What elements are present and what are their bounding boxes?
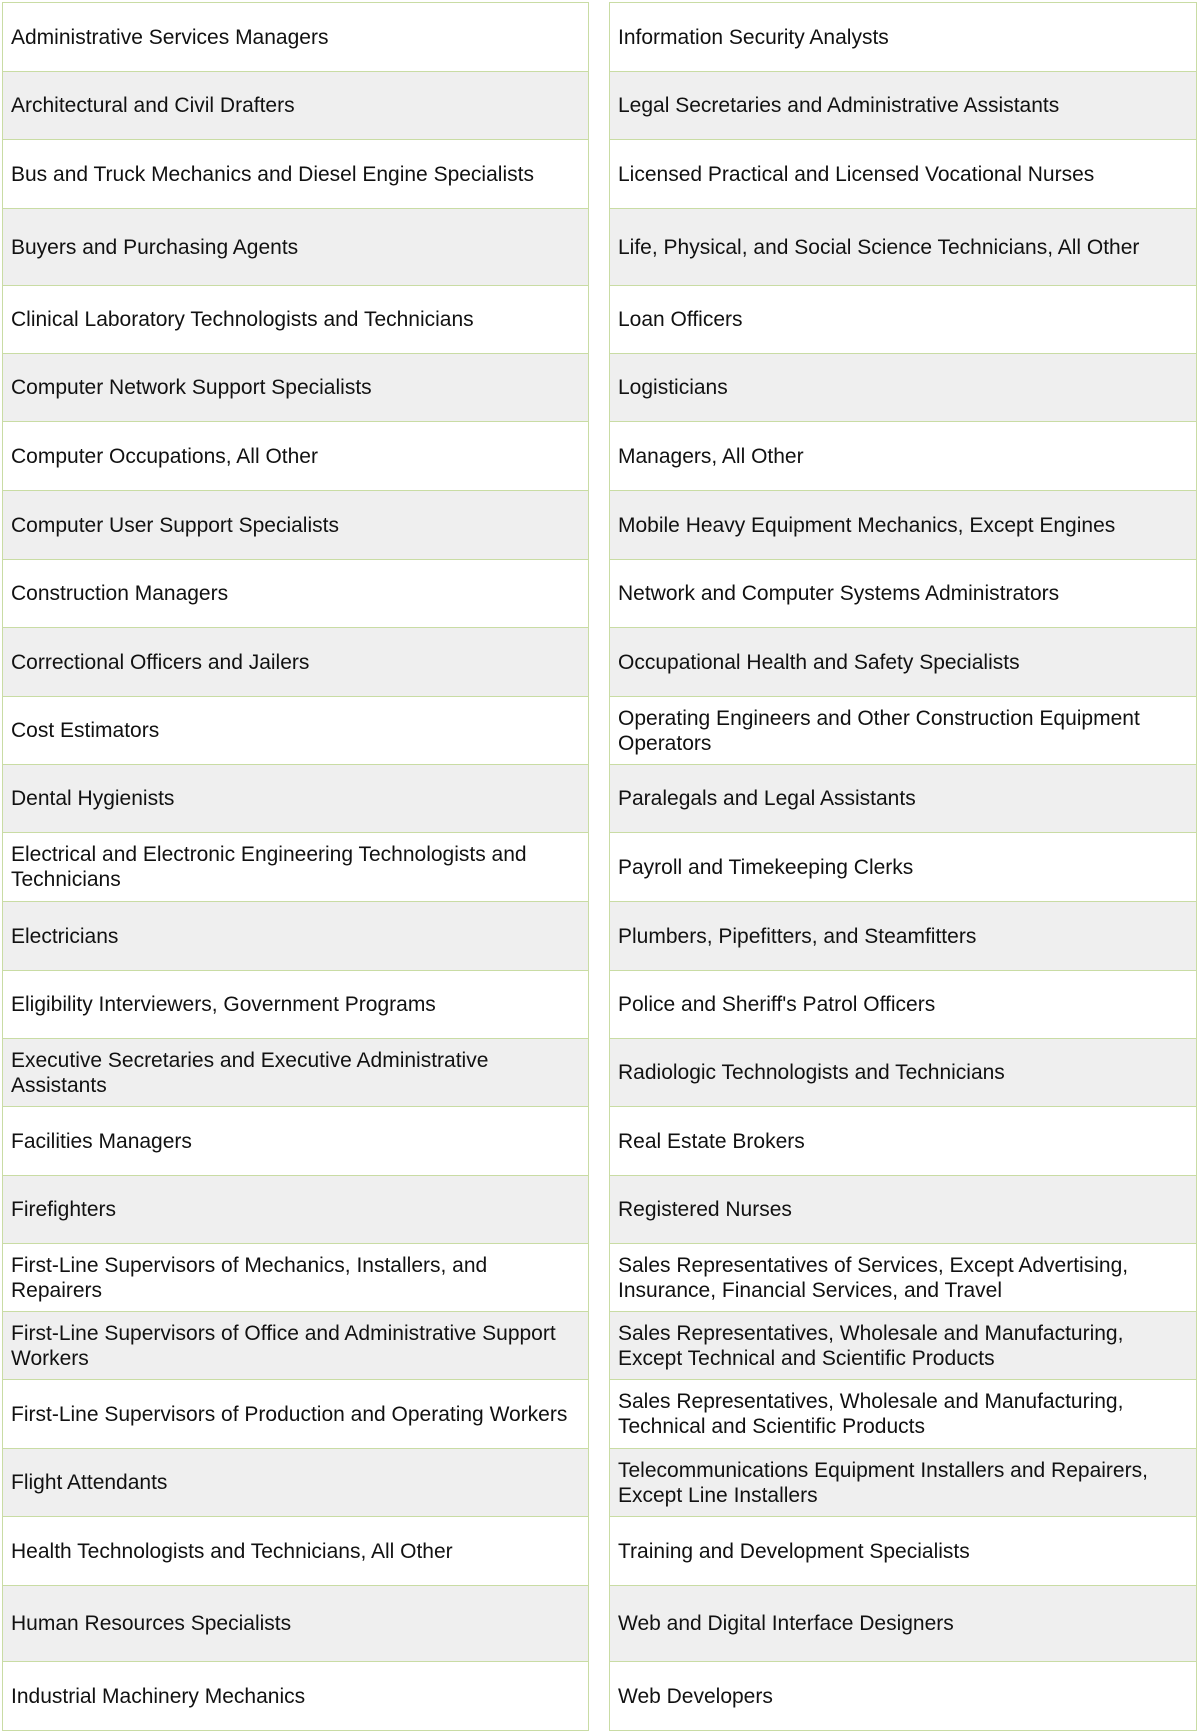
occupation-cell: Flight Attendants <box>2 1448 589 1517</box>
occupation-cell: Eligibility Interviewers, Government Programs <box>2 970 589 1039</box>
occupation-cell: Clinical Laboratory Technologists and Technicians <box>2 285 589 354</box>
occupation-cell: First-Line Supervisors of Office and Administrative Support Workers <box>2 1311 589 1380</box>
occupation-cell: Sales Representatives, Wholesale and Manufacturing, Except Technical and Scientific Products <box>609 1311 1197 1380</box>
occupation-cell: Health Technologists and Technicians, All Other <box>2 1516 589 1586</box>
occupation-cell: Paralegals and Legal Assistants <box>609 764 1197 833</box>
occupation-cell: Buyers and Purchasing Agents <box>2 208 589 286</box>
occupation-cell: Training and Development Specialists <box>609 1516 1197 1586</box>
occupation-cell: First-Line Supervisors of Production and Operating Workers <box>2 1379 589 1449</box>
occupation-cell: Construction Managers <box>2 559 589 628</box>
occupation-cell: Computer Occupations, All Other <box>2 421 589 491</box>
occupation-cell: Telecommunications Equipment Installers and Repairers, Except Line Installers <box>609 1448 1197 1517</box>
occupation-cell: Administrative Services Managers <box>2 2 589 72</box>
occupation-cell: Operating Engineers and Other Construction Equipment Operators <box>609 696 1197 765</box>
occupation-cell: Electricians <box>2 901 589 971</box>
occupation-cell: Executive Secretaries and Executive Administrative Assistants <box>2 1038 589 1107</box>
occupation-cell: Information Security Analysts <box>609 2 1197 72</box>
occupation-cell: Computer Network Support Specialists <box>2 353 589 422</box>
occupation-cell: Correctional Officers and Jailers <box>2 627 589 697</box>
occupation-cell: Computer User Support Specialists <box>2 490 589 560</box>
occupation-cell: Occupational Health and Safety Specialists <box>609 627 1197 697</box>
occupation-cell: Legal Secretaries and Administrative Assistants <box>609 71 1197 140</box>
occupation-cell: Architectural and Civil Drafters <box>2 71 589 140</box>
occupation-cell: Web Developers <box>609 1661 1197 1731</box>
occupation-cell: Radiologic Technologists and Technicians <box>609 1038 1197 1107</box>
occupation-cell: Mobile Heavy Equipment Mechanics, Except Engines <box>609 490 1197 560</box>
occupation-cell: Human Resources Specialists <box>2 1585 589 1662</box>
occupation-cell: Cost Estimators <box>2 696 589 765</box>
occupation-cell: Managers, All Other <box>609 421 1197 491</box>
occupation-cell: Licensed Practical and Licensed Vocational Nurses <box>609 139 1197 209</box>
occupation-cell: First-Line Supervisors of Mechanics, Installers, and Repairers <box>2 1243 589 1312</box>
occupation-cell: Industrial Machinery Mechanics <box>2 1661 589 1731</box>
occupation-cell: Dental Hygienists <box>2 764 589 833</box>
occupation-cell: Sales Representatives, Wholesale and Manufacturing, Technical and Scientific Products <box>609 1379 1197 1449</box>
occupation-cell: Electrical and Electronic Engineering Technologists and Technicians <box>2 832 589 902</box>
occupation-cell: Police and Sheriff's Patrol Officers <box>609 970 1197 1039</box>
occupation-cell: Life, Physical, and Social Science Technicians, All Other <box>609 208 1197 286</box>
occupation-cell: Facilities Managers <box>2 1106 589 1176</box>
occupation-cell: Loan Officers <box>609 285 1197 354</box>
occupation-cell: Web and Digital Interface Designers <box>609 1585 1197 1662</box>
occupation-cell: Bus and Truck Mechanics and Diesel Engine Specialists <box>2 139 589 209</box>
occupation-cell: Sales Representatives of Services, Except Advertising, Insurance, Financial Services, and Travel <box>609 1243 1197 1312</box>
occupation-cell: Payroll and Timekeeping Clerks <box>609 832 1197 902</box>
occupation-cell: Firefighters <box>2 1175 589 1244</box>
occupation-cell: Plumbers, Pipefitters, and Steamfitters <box>609 901 1197 971</box>
occupation-cell: Real Estate Brokers <box>609 1106 1197 1176</box>
occupation-cell: Logisticians <box>609 353 1197 422</box>
occupation-cell: Registered Nurses <box>609 1175 1197 1244</box>
occupation-cell: Network and Computer Systems Administrators <box>609 559 1197 628</box>
